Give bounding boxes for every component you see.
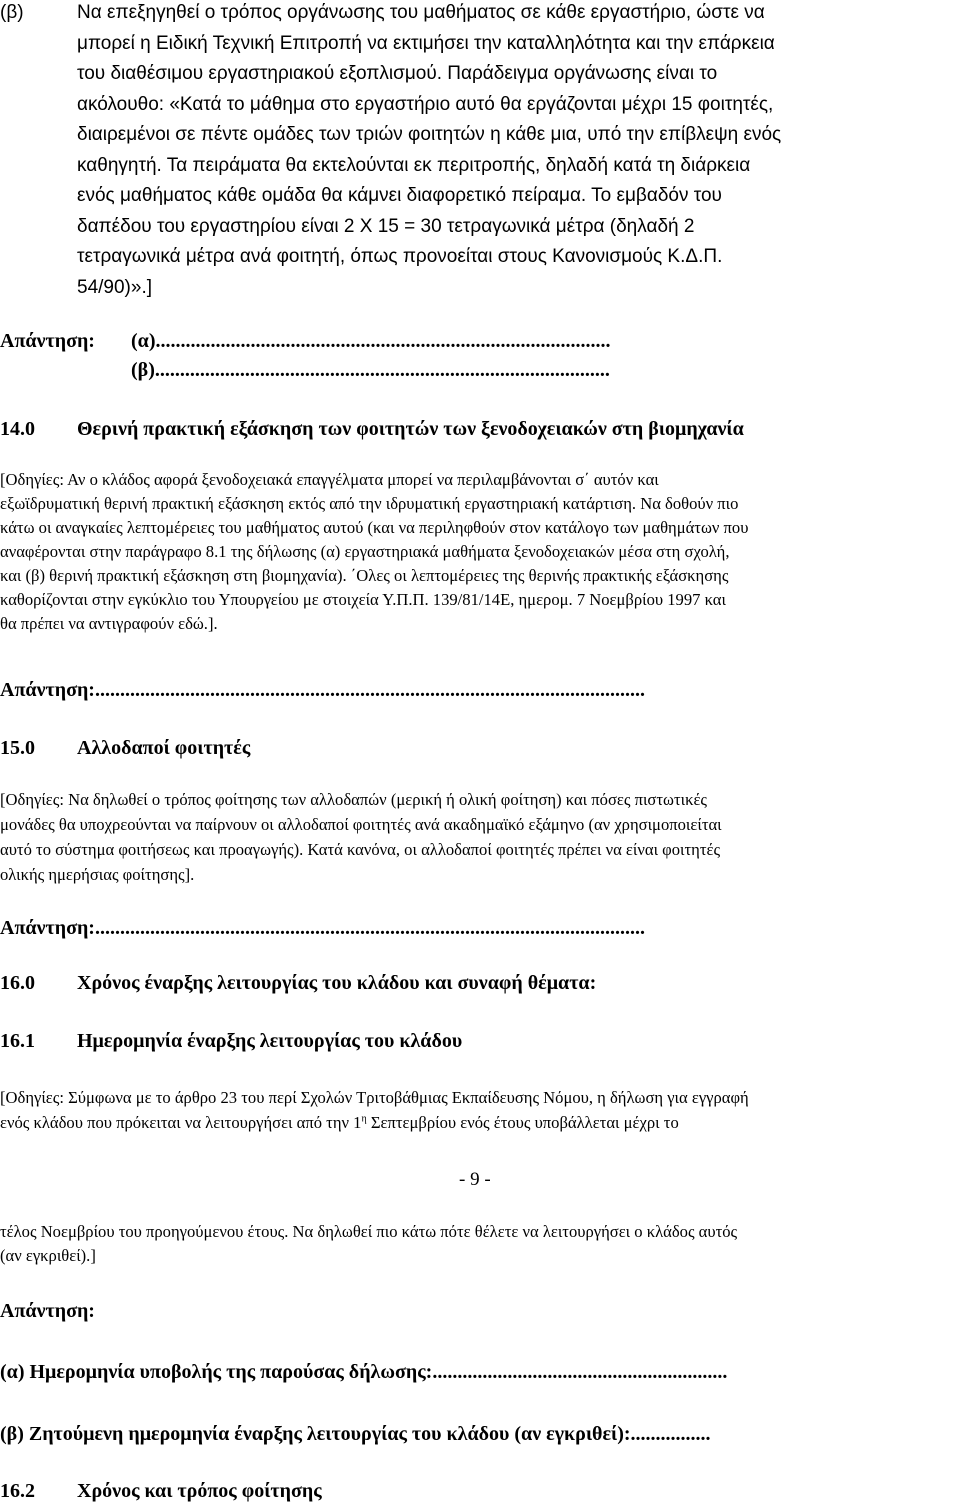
page-number: - 9 - (459, 1169, 491, 1190)
section-number: 14.0 (0, 418, 35, 440)
guidance-line: [Οδηγίες: Αν ο κλάδος αφορά ξενοδοχειακά επαγγέλματα μπορεί να περιλαμβάνονται σ΄ αυτόν και (0, 470, 659, 489)
guidance-text: Σεπτεμβρίου ενός έτους υποβάλλεται μέχρι το (366, 1113, 679, 1132)
guidance-line (0, 1113, 679, 1133)
paragraph-line: του διαθέσιμου εργαστηριακού εξοπλισμού. Παράδειγμα οργάνωσης είναι το (77, 63, 718, 84)
submission-date-field[interactable]: (α) Ημερομηνία υποβολής της παρούσας δήλωσης:........................................................... (0, 1361, 728, 1383)
answer-field[interactable]: Απάντηση:.............................................................................................................. (0, 917, 645, 939)
section-number: 16.1 (0, 1030, 35, 1052)
section-title: Χρόνος έναρξης λειτουργίας του κλάδου και συναφή θέματα: (77, 972, 597, 994)
section-title: Θερινή πρακτική εξάσκηση των φοιτητών των ξενοδοχειακών στη βιομηχανία (77, 418, 744, 440)
guidance-line: ολικής ημερήσιας φοίτησης]. (0, 865, 195, 884)
paragraph-line: διαιρεμένοι σε πέντε ομάδες των τριών φοιτητών η κάθε μια, υπό την επίβλεψη ενός (77, 124, 782, 145)
answer-field-a[interactable]: (α)........................................................................................... (131, 330, 611, 352)
section-title: Χρόνος και τρόπος φοίτησης (77, 1480, 322, 1502)
section-title: Αλλοδαποί φοιτητές (77, 737, 251, 759)
section-number: 16.2 (0, 1480, 35, 1502)
section-title: Ημερομηνία έναρξης λειτουργίας του κλάδου (77, 1030, 463, 1052)
paragraph-line: ακόλουθο: «Κατά το μάθημα στο εργαστήριο αυτό θα εργάζονται μέχρι 15 φοιτητές, (77, 94, 774, 115)
answer-field-b[interactable]: (β)........................................................................................... (131, 359, 610, 381)
section-number: 15.0 (0, 737, 35, 759)
paragraph-line: καθηγητή. Τα πειράματα θα εκτελούνται εκ περιτροπής, δηλαδή κατά τη διάρκεια (77, 155, 751, 176)
paragraph-line: τετραγωνικά μέτρα ανά φοιτητή, όπως προνοείται στους Κανονισμούς Κ.Δ.Π. (77, 246, 723, 267)
guidance-line: [Οδηγίες: Να δηλωθεί ο τρόπος φοίτησης των αλλοδαπών (μερική ή ολική φοίτηση) και πόσες πιστωτικές (0, 790, 707, 809)
guidance-line: τέλος Νοεμβρίου του προηγούμενου έτους. Να δηλωθεί πιο κάτω πότε θέλετε να λειτουργήσει ο κλάδος αυτός (0, 1222, 738, 1241)
section-number: 16.0 (0, 972, 35, 994)
guidance-line: μονάδες θα υποχρεούνται να παίρνουν οι αλλοδαποί φοιτητές ανά ακαδημαϊκό εξάμηνο (αν χρησιμοποιείται (0, 815, 722, 834)
guidance-line: θα πρέπει να αντιγραφούν εδώ.]. (0, 614, 218, 633)
guidance-line: αυτό το σύστημα φοιτήσεως και προαγωγής). Κατά κανόνα, οι αλλοδαποί φοιτητές πρέπει να είναι φοιτητές (0, 840, 721, 859)
answer-label: Απάντηση: (0, 330, 95, 352)
guidance-text: ενός κλάδου που πρόκειται να λειτουργήσει από την 1 (0, 1113, 362, 1132)
guidance-line: κάτω οι αναγκαίες λεπτομέρειες του μαθήματος αυτού (και να περιληφθούν στον κατάλογο των μαθημάτων που (0, 518, 749, 537)
paragraph-line: μπορεί η Ειδική Τεχνική Επιτροπή να εκτιμήσει την καταλληλότητα και την επάρκεια (77, 33, 775, 54)
paragraph-line: δαπέδου του εργαστηρίου είναι 2 Χ 15 = 30 τετραγωνικά μέτρα (δηλαδή 2 (77, 216, 695, 237)
paragraph-line: ενός μαθήματος κάθε ομάδα θα κάμνει διαφορετικό πείραμα. Το εμβαδόν του (77, 185, 722, 206)
paragraph-line: Να επεξηγηθεί ο τρόπος οργάνωσης του μαθήματος σε κάθε εργαστήριο, ώστε να (77, 2, 765, 23)
guidance-line: καθορίζονται στην εγκύκλιο του Υπουργείου με στοιχεία Υ.Π.Π. 139/81/14Ε, ημερομ. 7 Νοεμβρίου 1997 και (0, 590, 726, 609)
guidance-line: (αν εγκριθεί).] (0, 1246, 96, 1265)
item-label: (β) (0, 2, 24, 23)
answer-field[interactable]: Απάντηση:.............................................................................................................. (0, 679, 645, 701)
guidance-line: και (β) θερινή πρακτική εξάσκηση στη βιομηχανία). ΄Ολες οι λεπτομέρειες της θερινής πρακτικής εξάσκησης (0, 566, 729, 585)
answer-label: Απάντηση: (0, 1300, 95, 1322)
guidance-line: [Οδηγίες: Σύμφωνα με το άρθρο 23 του περί Σχολών Τριτοβάθμιας Εκπαίδευσης Νόμου, η δήλωση για εγγραφή (0, 1088, 749, 1107)
start-date-field[interactable]: (β) Ζητούμενη ημερομηνία έναρξης λειτουργίας του κλάδου (αν εγκριθεί):................ (0, 1423, 711, 1445)
ordinal-superscript: η (361, 1113, 367, 1125)
guidance-line: εξωϊδρυματική θερινή πρακτική εξάσκηση εκτός από την ιδρυματική εργαστηριακή κατάρτιση. Να δοθούν πιο (0, 494, 739, 513)
guidance-line: αναφέρονται στην παράγραφο 8.1 της δήλωσης (α) εργαστηριακά μαθήματα ξενοδοχειακών μέσα στη σχολή, (0, 542, 730, 561)
paragraph-line: 54/90)».] (77, 277, 152, 298)
